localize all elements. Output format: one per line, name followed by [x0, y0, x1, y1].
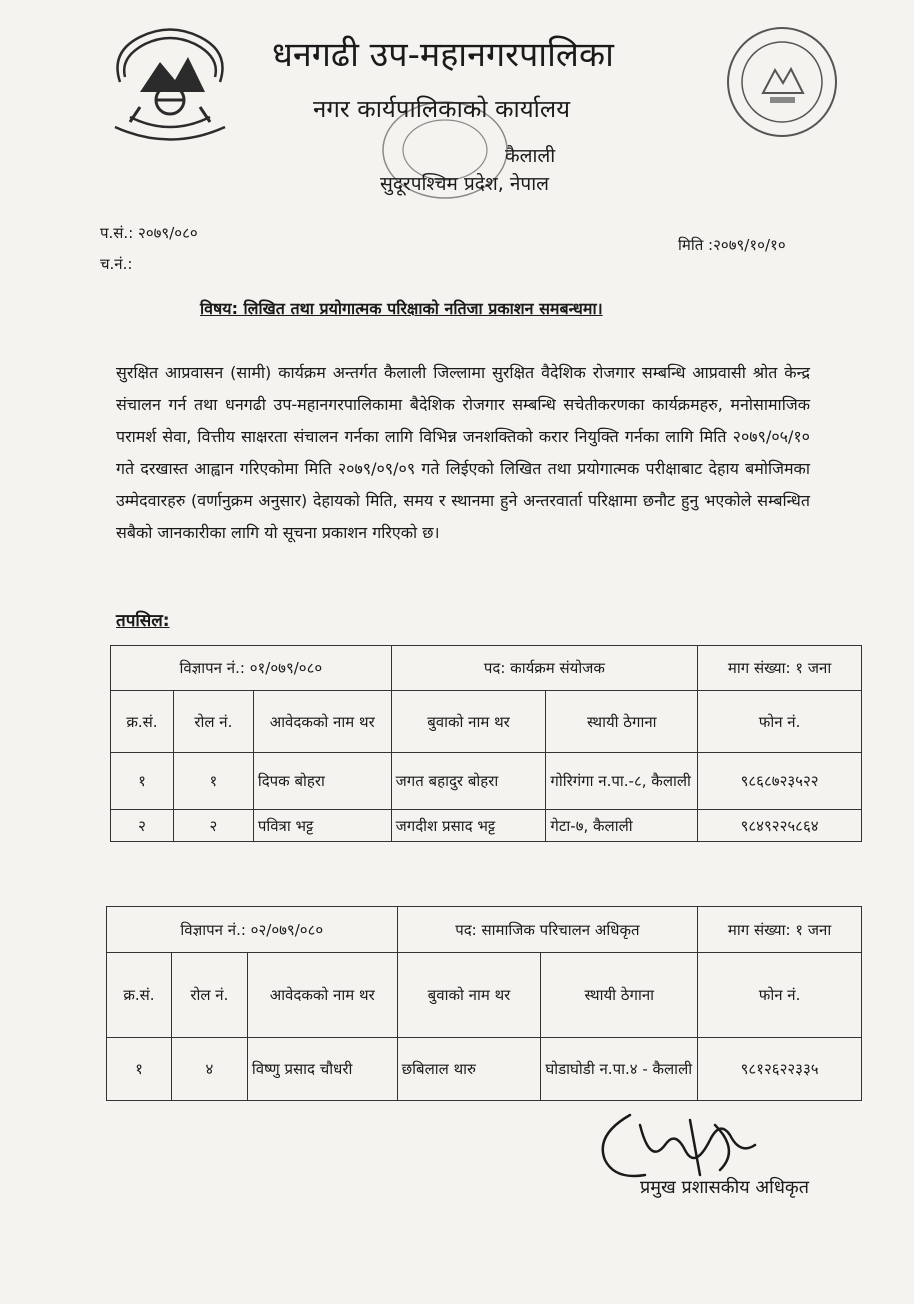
signatory-title: प्रमुख प्रशासकीय अधिकृत [640, 1177, 809, 1198]
col-phone: फोन नं. [698, 691, 862, 753]
cell-phone: ९८४९२२५८६४ [698, 810, 862, 842]
column-header-row [111, 691, 862, 753]
reference-number: प.सं.: २०७९/०८० [100, 224, 198, 242]
column-header-row [107, 953, 862, 1038]
col-name: आवेदकको नाम थर [247, 953, 397, 1038]
cell-name: पवित्रा भट्ट [253, 810, 391, 842]
cell-address: गेटा-७, कैलाली [546, 810, 698, 842]
subject-line: विषय: लिखित तथा प्रयोगात्मक परिक्षाको नतिजा प्रकाशन समबन्धमा। [200, 299, 603, 318]
nepal-emblem-icon [100, 22, 240, 147]
cell-roll: ४ [171, 1038, 247, 1101]
result-table-2 [106, 906, 862, 1101]
cell-address: गोरिगंगा न.पा.-८, कैलाली [546, 753, 698, 810]
cell-sn: १ [107, 1038, 172, 1101]
details-heading: तपसिल: [116, 611, 170, 631]
post-title: पद: सामाजिक परिचालन अधिकृत [397, 907, 698, 953]
cell-address: घोडाघोडी न.पा.४ - कैलाली [541, 1038, 698, 1101]
cell-name: विष्णु प्रसाद चौधरी [247, 1038, 397, 1101]
cell-roll: १ [173, 753, 253, 810]
table-row [111, 810, 862, 842]
col-sn: क्र.सं. [107, 953, 172, 1038]
ad-number: विज्ञापन नं.: ०२/०७९/०८० [107, 907, 398, 953]
cell-father: जगदीश प्रसाद भट्ट [391, 810, 546, 842]
cell-phone: ९८१२६२२३३५ [698, 1038, 862, 1101]
col-address: स्थायी ठेगाना [546, 691, 698, 753]
demand-count: माग संख्या: १ जना [698, 646, 862, 691]
col-roll: रोल नं. [171, 953, 247, 1038]
demand-count: माग संख्या: १ जना [698, 907, 862, 953]
col-phone: फोन नं. [698, 953, 862, 1038]
dispatch-number: च.नं.: [100, 255, 133, 273]
municipality-name: धनगढी उप-महानगरपालिका [272, 35, 614, 75]
body-paragraph: सुरक्षित आप्रवासन (सामी) कार्यक्रम अन्तर्गत कैलाली जिल्लामा सुरक्षित वैदेशिक रोजगार सम्बन्धि आप्रवासी श्रोत केन्द्र संचालन गर्न तथा धनगढी उप-महानगरपालिकामा बैदेशिक रोजगार सम्बन्धि सचेतीकरणका कार्यक्रमहरु, मनोसामाजिक परामर्श सेवा, वित्तीय साक्षरता संचालन गर्नका लागि विभिन्न जनशक्तिको करार नियुक्ति गर्नका लागि मिति २०७९/०५/१० गते दरखास्त आह्वान गरिएकोमा मिति २०७९/०९/०९ गते लिईएको लिखित तथा प्रयोगात्मक परीक्षाबाट देहाय बमोजिमका उम्मेदवारहरु (वर्णानुक्रम अनुसार) देहायको मिति, समय र स्थानमा हुने अन्तरवार्ता परिक्षामा छनौट हुनु भएकोले सम्बन्धित सबैको जानकारीका लागि यो सूचना प्रकाशन गरिएको छ। [116, 363, 810, 542]
province-name: सुदूरपश्चिम प्रदेश, नेपाल [380, 173, 549, 195]
result-table-1 [110, 645, 862, 842]
table-row [111, 753, 862, 810]
col-father: बुवाको नाम थर [397, 953, 541, 1038]
table-header-row [111, 646, 862, 691]
cell-name: दिपक बोहरा [253, 753, 391, 810]
office-name: नगर कार्यपालिकाको कार्यालय [313, 95, 571, 123]
post-title: पद: कार्यक्रम संयोजक [391, 646, 698, 691]
district-name: कैलाली [505, 145, 556, 167]
cell-sn: १ [111, 753, 174, 810]
ad-number: विज्ञापन नं.: ०१/०७९/०८० [111, 646, 392, 691]
cell-phone: ९८६८७२३५२२ [698, 753, 862, 810]
col-father: बुवाको नाम थर [391, 691, 546, 753]
cell-father: छबिलाल थारु [397, 1038, 541, 1101]
col-name: आवेदकको नाम थर [253, 691, 391, 753]
col-sn: क्र.सं. [111, 691, 174, 753]
table-row [107, 1038, 862, 1101]
table-header-row [107, 907, 862, 953]
cell-father: जगत बहादुर बोहरा [391, 753, 546, 810]
letter-date: मिति :२०७९/१०/१० [678, 236, 786, 254]
cell-sn: २ [111, 810, 174, 842]
cell-roll: २ [173, 810, 253, 842]
col-address: स्थायी ठेगाना [541, 953, 698, 1038]
col-roll: रोल नं. [173, 691, 253, 753]
office-seal-icon [725, 25, 840, 140]
